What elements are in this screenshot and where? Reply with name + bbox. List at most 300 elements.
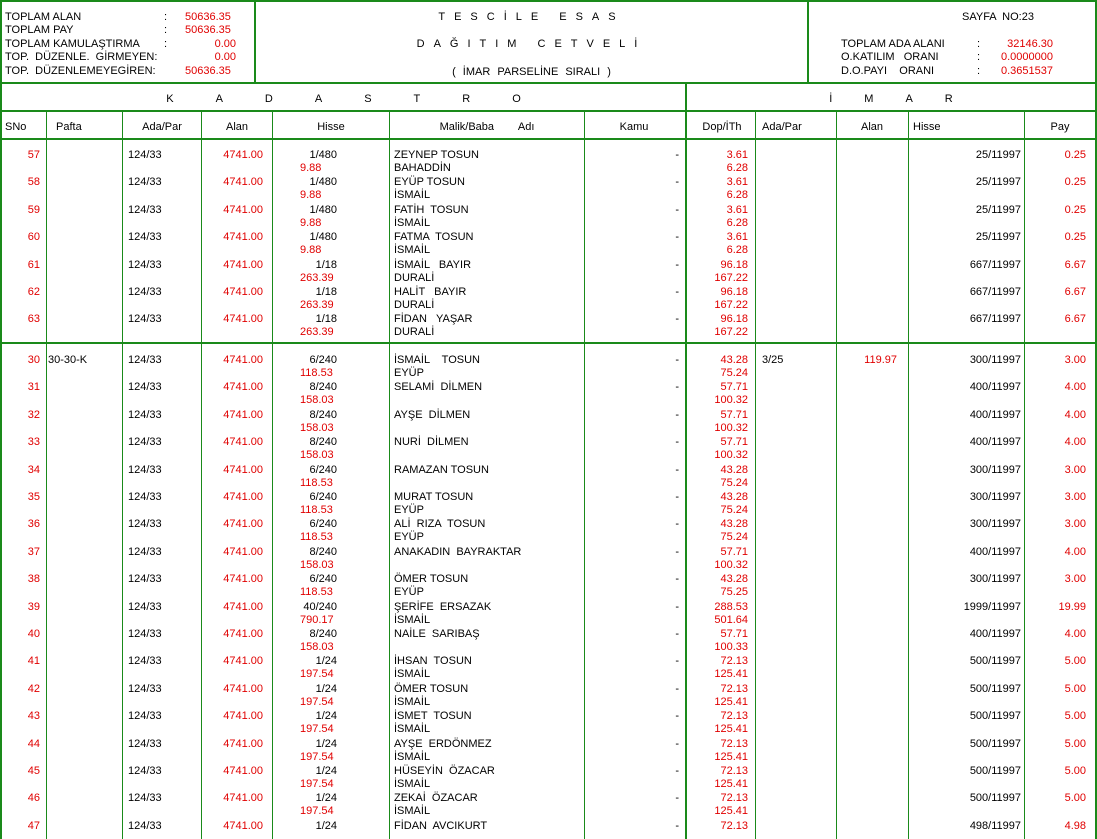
summary-value: 0.00 [214, 51, 236, 63]
cell-sno: 45 [27, 765, 40, 777]
cell-alan: 4741.00 [223, 463, 263, 476]
cell-i_hisse: 667/11997 [969, 313, 1021, 326]
summary-label: TOPLAM ALAN [5, 11, 82, 23]
page-number: SAYFA NO:23 [962, 11, 1034, 23]
cell-kamu: - [675, 600, 679, 613]
cell-malik: İSMAİL TOSUN [394, 354, 480, 366]
cell-malik: ZEYNEP TOSUN [394, 149, 479, 161]
cell-adapar: 124/33 [128, 655, 162, 668]
doc-title: TESCİLE ESAS [438, 11, 625, 23]
cell-kamu: - [675, 176, 679, 189]
cell-pay: 6.67 [1064, 258, 1086, 271]
cell-hisse2: 118.53 [300, 476, 333, 489]
cell-kamu: - [675, 258, 679, 271]
col-header-imar-alan: Alan [860, 121, 884, 133]
summary-value: 0.00 [214, 38, 236, 50]
cell-adapar: 124/33 [128, 408, 162, 421]
cell-dop: 3.61 [726, 149, 748, 161]
cell-alan: 4741.00 [223, 518, 263, 531]
cell-hisse2: 197.54 [300, 695, 334, 708]
cell-dop: 3.61 [726, 231, 748, 244]
column-separator [389, 110, 390, 839]
cell-kamu: - [675, 203, 679, 216]
summary-colon: : [164, 38, 168, 50]
border [807, 0, 809, 84]
cell-dop2: 75.25 [720, 586, 748, 599]
cell-i_hisse: 300/11997 [969, 463, 1021, 476]
cell-adapar: 124/33 [128, 286, 162, 298]
cell-baba: İSMAİL [394, 695, 431, 708]
col-header-kamu: Kamu [619, 121, 649, 133]
cell-i_hisse: 25/11997 [975, 231, 1021, 244]
cell-sno: 34 [27, 463, 40, 476]
cell-sno: 44 [27, 737, 40, 750]
col-header-adapar: Ada/Par [142, 121, 182, 133]
cell-dop: 43.28 [720, 518, 748, 531]
cell-adapar: 124/33 [128, 628, 162, 640]
cell-pay: 6.67 [1064, 286, 1086, 298]
cell-dop: 72.13 [720, 682, 748, 695]
cell-sno: 32 [27, 408, 40, 421]
cell-dop2: 125.41 [714, 695, 748, 708]
cell-i_hisse: 25/11997 [975, 203, 1021, 216]
summary-label: TOP. DÜZENLE. GİRMEYEN: [5, 51, 158, 63]
cell-dop: 43.28 [720, 354, 748, 366]
cell-dop2: 100.32 [714, 449, 748, 462]
col-header-alan: Alan [225, 121, 249, 133]
cell-adapar: 124/33 [128, 354, 162, 366]
cell-malik: AYŞE DİLMEN [394, 408, 471, 421]
cell-dop: 57.71 [720, 628, 748, 640]
cell-hisse2: 9.88 [300, 189, 322, 202]
cell-pay: 0.25 [1064, 203, 1086, 216]
cell-dop2: 75.24 [720, 476, 748, 489]
cell-pay: 3.00 [1064, 518, 1086, 531]
cell-hisse2: 197.54 [300, 750, 334, 763]
cell-i_hisse: 1999/11997 [963, 600, 1021, 613]
cell-kamu: - [675, 628, 679, 640]
cell-i_hisse: 300/11997 [969, 354, 1021, 366]
cell-adapar: 124/33 [128, 710, 162, 723]
cell-pay: 5.00 [1064, 655, 1086, 668]
cell-hisse2: 118.53 [300, 367, 333, 379]
cell-hisse: 8/240 [309, 436, 337, 449]
cell-sno: 35 [27, 491, 40, 503]
cell-baba: İSMAİL [394, 750, 431, 763]
cell-dop: 96.18 [720, 258, 748, 271]
cell-kamu: - [675, 463, 679, 476]
cell-hisse: 1/480 [309, 203, 337, 216]
cell-dop2: 6.28 [726, 162, 748, 174]
cell-dop2: 100.32 [714, 558, 748, 571]
cell-sno: 39 [27, 600, 40, 613]
column-separator [584, 110, 585, 839]
cell-i_hisse: 300/11997 [969, 518, 1021, 531]
cell-hisse2: 263.39 [300, 271, 334, 284]
cell-sno: 42 [27, 682, 40, 695]
doc-subtitle: DAĞITIM CETVELİ [416, 38, 647, 50]
column-separator [122, 110, 123, 839]
cell-adapar: 124/33 [128, 573, 162, 586]
cell-baba: İSMAİL [394, 189, 431, 202]
cell-malik: NURİ DİLMEN [394, 436, 469, 449]
cell-malik: HÜSEYİN ÖZACAR [394, 765, 495, 777]
cell-dop2: 501.64 [714, 613, 748, 626]
cell-alan: 4741.00 [223, 176, 263, 189]
cell-baba: DURALİ [394, 299, 435, 311]
cell-baba: EYÜP [394, 531, 424, 544]
cell-pafta: 30-30-K [48, 354, 88, 366]
section-imar: İMAR [829, 93, 985, 105]
cell-dop2: 125.41 [714, 750, 748, 763]
cell-adapar: 124/33 [128, 737, 162, 750]
cell-baba: EYÜP [394, 586, 424, 599]
cell-malik: ANAKADIN BAYRAKTAR [394, 545, 522, 558]
cell-malik: İSMAİL BAYIR [394, 258, 472, 271]
cell-kamu: - [675, 313, 679, 326]
cell-malik: FATİH TOSUN [394, 203, 469, 216]
cell-alan: 4741.00 [223, 737, 263, 750]
cell-kamu: - [675, 737, 679, 750]
cell-dop: 288.53 [714, 600, 748, 613]
cell-i_hisse: 400/11997 [969, 436, 1021, 449]
cell-dop: 96.18 [720, 313, 748, 326]
cell-i_hisse: 500/11997 [969, 710, 1021, 723]
cell-hisse: 6/240 [309, 573, 337, 586]
cell-i_hisse: 400/11997 [969, 381, 1021, 394]
summary-label: TOPLAM KAMULAŞTIRMA [5, 38, 140, 50]
cell-alan: 4741.00 [223, 436, 263, 449]
cell-dop2: 100.33 [714, 641, 748, 653]
cell-malik: RAMAZAN TOSUN [394, 463, 489, 476]
cell-pay: 4.00 [1064, 628, 1086, 640]
cell-dop2: 6.28 [726, 244, 748, 257]
cell-adapar: 124/33 [128, 819, 162, 832]
summary-value: 50636.35 [185, 11, 231, 23]
section-kadastro: KADASTRO [166, 93, 563, 105]
cell-kamu: - [675, 436, 679, 449]
cell-pay: 3.00 [1064, 354, 1086, 366]
cell-dop: 96.18 [720, 286, 748, 298]
cell-hisse: 1/24 [315, 792, 337, 805]
cell-i_hisse: 25/11997 [975, 176, 1021, 189]
cell-hisse2: 158.03 [300, 394, 334, 407]
cell-i_hisse: 400/11997 [969, 408, 1021, 421]
cell-adapar: 124/33 [128, 792, 162, 805]
border [0, 0, 1097, 2]
cell-hisse: 1/24 [315, 765, 337, 777]
cell-baba: DURALİ [394, 326, 435, 339]
cell-hisse2: 118.53 [300, 586, 333, 599]
cell-kamu: - [675, 518, 679, 531]
cell-kamu: - [675, 819, 679, 832]
cell-dop2: 100.32 [714, 394, 748, 407]
cell-dop2: 100.32 [714, 421, 748, 434]
border [0, 138, 1097, 140]
summary-value: 50636.35 [185, 24, 231, 36]
cell-hisse: 1/480 [309, 176, 337, 189]
cell-hisse: 1/18 [315, 313, 337, 326]
cell-adapar: 124/33 [128, 682, 162, 695]
cell-malik: ŞERİFE ERSAZAK [394, 600, 492, 613]
cell-hisse: 40/240 [303, 600, 337, 613]
cell-dop2: 125.41 [714, 668, 748, 681]
cell-adapar: 124/33 [128, 518, 162, 531]
cell-malik: AYŞE ERDÖNMEZ [394, 737, 492, 750]
cell-alan: 4741.00 [223, 258, 263, 271]
cell-malik: FATMA TOSUN [394, 231, 474, 244]
cell-dop2: 125.41 [714, 778, 748, 790]
cell-dop: 72.13 [720, 792, 748, 805]
cell-kamu: - [675, 491, 679, 503]
summary-label: TOP. DÜZENLEMEYEGİREN: [5, 65, 156, 77]
cell-i_hisse: 500/11997 [969, 682, 1021, 695]
cell-dop2: 6.28 [726, 216, 748, 229]
cell-baba: İSMAİL [394, 613, 431, 626]
cell-alan: 4741.00 [223, 765, 263, 777]
cell-baba: İSMAİL [394, 778, 431, 790]
cell-malik: FİDAN YAŞAR [394, 313, 473, 326]
cell-sno: 62 [27, 286, 40, 298]
col-header-pay: Pay [1050, 121, 1070, 133]
cell-i_hisse: 400/11997 [969, 628, 1021, 640]
cell-hisse: 1/24 [315, 737, 337, 750]
cell-malik: ZEKAİ ÖZACAR [394, 792, 478, 805]
cell-dop: 72.13 [720, 765, 748, 777]
cell-dop: 72.13 [720, 819, 748, 832]
cell-pay: 4.98 [1064, 819, 1086, 832]
right-summary-value: 32146.30 [1007, 38, 1053, 50]
cell-alan: 4741.00 [223, 573, 263, 586]
cell-sno: 57 [27, 149, 40, 161]
cell-dop2: 167.22 [714, 299, 748, 311]
cell-alan: 4741.00 [223, 491, 263, 503]
cell-malik: FİDAN AVCIKURT [394, 819, 488, 832]
cell-adapar: 124/33 [128, 463, 162, 476]
cell-alan: 4741.00 [223, 149, 263, 161]
cell-i_hisse: 500/11997 [969, 792, 1021, 805]
cell-dop2: 167.22 [714, 271, 748, 284]
cell-alan: 4741.00 [223, 313, 263, 326]
cell-malik: NAİLE SARIBAŞ [394, 628, 480, 640]
cell-i_hisse: 300/11997 [969, 491, 1021, 503]
cell-sno: 47 [27, 819, 40, 832]
summary-label: TOPLAM PAY [5, 24, 74, 36]
cell-i_hisse: 25/11997 [975, 149, 1021, 161]
cell-dop: 43.28 [720, 463, 748, 476]
cell-kamu: - [675, 710, 679, 723]
cell-kamu: - [675, 286, 679, 298]
column-separator [755, 110, 756, 839]
cell-alan: 4741.00 [223, 381, 263, 394]
cell-baba: EYÜP [394, 367, 424, 379]
cell-i_hisse: 667/11997 [969, 258, 1021, 271]
cell-baba: DURALİ [394, 271, 435, 284]
cell-adapar: 124/33 [128, 313, 162, 326]
cell-pay: 0.25 [1064, 231, 1086, 244]
cell-hisse: 1/18 [315, 286, 337, 298]
cell-hisse2: 790.17 [300, 613, 334, 626]
cell-adapar: 124/33 [128, 545, 162, 558]
cell-hisse: 1/24 [315, 655, 337, 668]
cell-malik: İHSAN TOSUN [394, 655, 472, 668]
cell-i_hisse: 498/11997 [969, 819, 1021, 832]
cell-malik: MURAT TOSUN [394, 491, 474, 503]
cell-adapar: 124/33 [128, 149, 162, 161]
cell-malik: HALİT BAYIR [394, 286, 467, 298]
cell-dop: 3.61 [726, 203, 748, 216]
cell-hisse: 6/240 [309, 463, 337, 476]
cell-hisse2: 118.53 [300, 531, 333, 544]
cell-dop: 72.13 [720, 737, 748, 750]
summary-colon: : [977, 65, 981, 77]
cell-alan: 4741.00 [223, 203, 263, 216]
border [0, 110, 1097, 112]
cell-adapar: 124/33 [128, 600, 162, 613]
summary-colon: : [164, 11, 168, 23]
cell-malik: ÖMER TOSUN [394, 573, 469, 586]
col-header-imar-adapar: Ada/Par [762, 121, 802, 133]
cell-dop: 3.61 [726, 176, 748, 189]
cell-alan: 4741.00 [223, 628, 263, 640]
cell-dop: 57.71 [720, 545, 748, 558]
cell-sno: 61 [27, 258, 40, 271]
cell-dop2: 167.22 [714, 326, 748, 339]
doc-sort-note: ( İMAR PARSELİNE SIRALI ) [452, 66, 611, 78]
col-header-imar-hisse: Hisse [913, 121, 941, 133]
cell-malik: İSMET TOSUN [394, 710, 472, 723]
cell-dop: 43.28 [720, 573, 748, 586]
right-summary-value: 0.0000000 [1001, 51, 1053, 63]
cell-sno: 43 [27, 710, 40, 723]
cell-malik: SELAMİ DİLMEN [394, 381, 483, 394]
cell-adapar: 124/33 [128, 381, 162, 394]
column-separator [201, 110, 202, 839]
cell-hisse2: 158.03 [300, 641, 334, 653]
cell-alan: 4741.00 [223, 682, 263, 695]
cell-hisse2: 197.54 [300, 668, 334, 681]
cell-pay: 5.00 [1064, 682, 1086, 695]
cell-dop2: 75.24 [720, 531, 748, 544]
cell-sno: 36 [27, 518, 40, 531]
column-separator [272, 110, 273, 839]
cell-pay: 5.00 [1064, 792, 1086, 805]
summary-value: 50636.35 [185, 65, 231, 77]
cell-hisse: 8/240 [309, 545, 337, 558]
cell-dop2: 125.41 [714, 723, 748, 736]
cell-baba: İSMAİL [394, 244, 431, 257]
cell-baba: İSMAİL [394, 668, 431, 681]
cell-hisse: 6/240 [309, 518, 337, 531]
column-separator [46, 110, 47, 839]
cell-kamu: - [675, 149, 679, 161]
cell-hisse2: 197.54 [300, 723, 334, 736]
cell-i_hisse: 400/11997 [969, 545, 1021, 558]
cell-sno: 38 [27, 573, 40, 586]
cell-hisse2: 263.39 [300, 326, 334, 339]
cell-hisse: 1/24 [315, 682, 337, 695]
cell-dop2: 6.28 [726, 189, 748, 202]
cell-pay: 4.00 [1064, 381, 1086, 394]
cell-pay: 4.00 [1064, 436, 1086, 449]
cell-kamu: - [675, 765, 679, 777]
cell-i_hisse: 500/11997 [969, 655, 1021, 668]
cell-kamu: - [675, 408, 679, 421]
right-summary-label: TOPLAM ADA ALANI [841, 38, 945, 50]
cell-pay: 6.67 [1064, 313, 1086, 326]
cell-kamu: - [675, 381, 679, 394]
cell-hisse2: 197.54 [300, 778, 334, 790]
cell-alan: 4741.00 [223, 819, 263, 832]
cell-baba: EYÜP [394, 504, 424, 516]
cell-pay: 5.00 [1064, 765, 1086, 777]
cell-dop: 57.71 [720, 408, 748, 421]
summary-colon: : [977, 51, 981, 63]
cell-alan: 4741.00 [223, 286, 263, 298]
right-summary-value: 0.3651537 [1001, 65, 1053, 77]
cell-kamu: - [675, 655, 679, 668]
cell-pay: 0.25 [1064, 176, 1086, 189]
column-separator [908, 110, 909, 839]
cell-alan: 4741.00 [223, 655, 263, 668]
col-header-malik: Malik/Baba Adı [439, 121, 535, 133]
cell-sno: 63 [27, 313, 40, 326]
cell-hisse2: 118.53 [300, 504, 333, 516]
cell-alan: 4741.00 [223, 231, 263, 244]
cell-adapar: 124/33 [128, 491, 162, 503]
cell-hisse: 1/24 [315, 819, 337, 832]
cell-pay: 3.00 [1064, 463, 1086, 476]
cell-alan: 4741.00 [223, 792, 263, 805]
cell-alan: 4741.00 [223, 354, 263, 366]
cell-sno: 33 [27, 436, 40, 449]
cell-kamu: - [675, 573, 679, 586]
cell-hisse2: 263.39 [300, 299, 334, 311]
cell-dop2: 75.24 [720, 367, 748, 379]
right-summary-label: O.KATILIM ORANI [841, 51, 939, 63]
cell-hisse: 6/240 [309, 354, 337, 366]
cell-hisse: 8/240 [309, 408, 337, 421]
cell-i_hisse: 500/11997 [969, 765, 1021, 777]
col-header-hisse: Hisse [317, 121, 345, 133]
cell-baba: İSMAİL [394, 216, 431, 229]
cell-hisse2: 197.54 [300, 805, 334, 818]
cell-adapar: 124/33 [128, 231, 162, 244]
cell-hisse2: 158.03 [300, 449, 334, 462]
cell-hisse: 8/240 [309, 381, 337, 394]
col-header-sno: SNo [5, 121, 27, 133]
cell-pay: 5.00 [1064, 737, 1086, 750]
border [0, 82, 1097, 84]
cell-pay: 3.00 [1064, 573, 1086, 586]
cell-adapar: 124/33 [128, 765, 162, 777]
cell-adapar: 124/33 [128, 436, 162, 449]
cell-adapar: 124/33 [128, 258, 162, 271]
col-header-dop: Dop/İTh [702, 121, 742, 133]
cell-kamu: - [675, 682, 679, 695]
cell-pay: 4.00 [1064, 545, 1086, 558]
cell-pay: 19.99 [1058, 600, 1086, 613]
summary-colon: : [977, 38, 981, 50]
cell-adapar: 124/33 [128, 176, 162, 189]
cell-hisse: 6/240 [309, 491, 337, 503]
cell-kamu: - [675, 792, 679, 805]
col-header-pafta: Pafta [56, 121, 82, 133]
cell-hisse2: 9.88 [300, 162, 322, 174]
cell-malik: ALİ RIZA TOSUN [394, 518, 486, 531]
cell-sno: 37 [27, 545, 40, 558]
cell-baba: İSMAİL [394, 805, 431, 818]
